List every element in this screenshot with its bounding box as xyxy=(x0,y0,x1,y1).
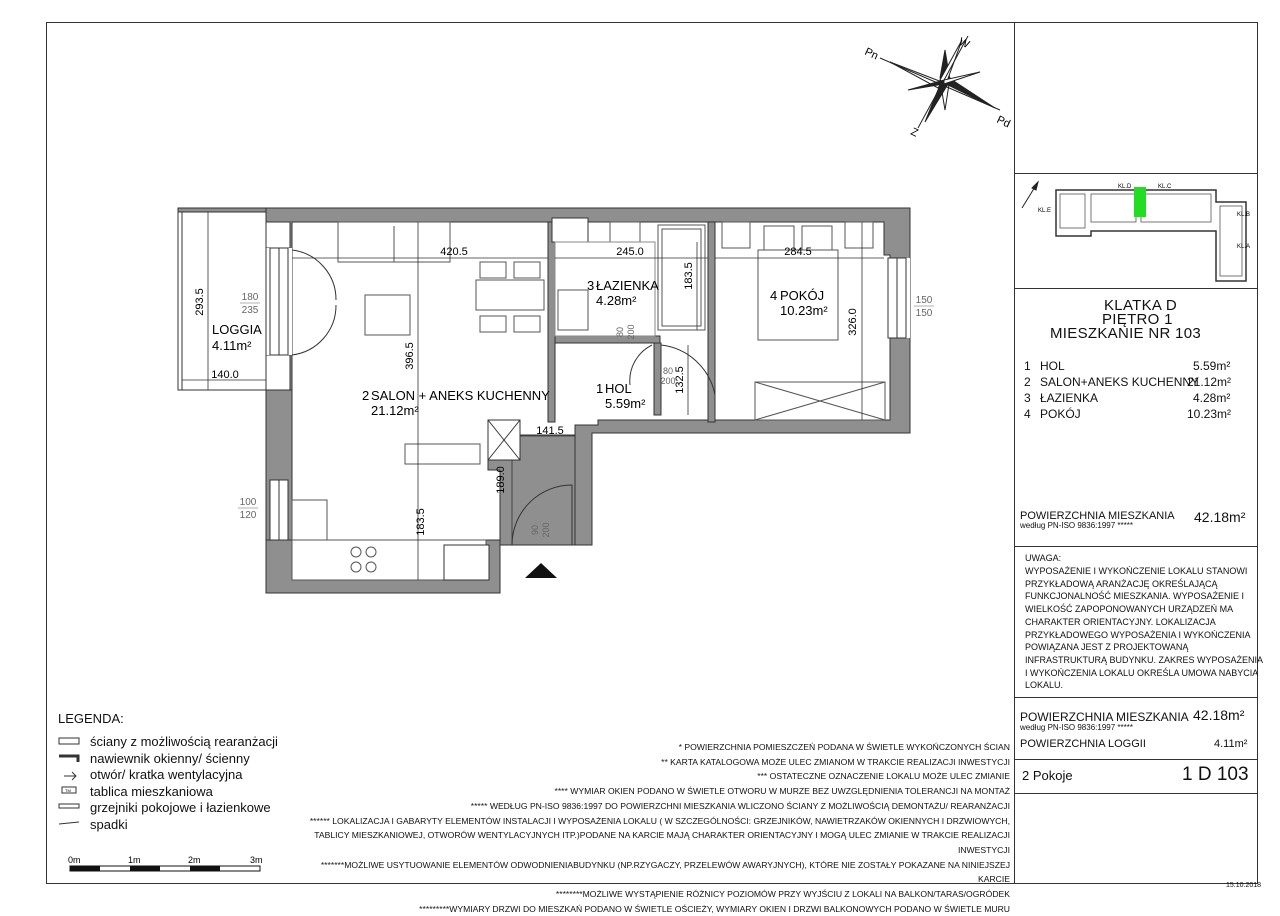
door-hol-bot: 200 xyxy=(660,376,676,386)
legend-opening-symbol xyxy=(64,772,76,780)
legend-list xyxy=(90,734,278,833)
loggia-door xyxy=(292,250,336,300)
bath-washbasin xyxy=(558,290,588,330)
room3-name: ŁAZIENKA xyxy=(596,278,659,293)
room-list-name: ŁAZIENKA xyxy=(1040,391,1099,405)
room1-name: HOL xyxy=(605,381,632,396)
uwaga-line: LOKALU. xyxy=(1025,680,1064,691)
panel-divider-footer xyxy=(1014,759,1258,760)
dim-293-5: 293.5 xyxy=(194,288,206,316)
dim-189-0: 189.0 xyxy=(495,466,507,494)
uwaga-text xyxy=(1025,565,1263,692)
footer-rooms: 2 Pokoje xyxy=(1022,768,1073,783)
door-entry-bot: 200 xyxy=(541,522,551,538)
key-plan-building xyxy=(1056,190,1246,281)
window-room xyxy=(888,258,906,338)
scale-bar xyxy=(60,852,280,882)
room4-area: 10.23m² xyxy=(780,303,828,318)
dim-183-5-kitchen: 183.5 xyxy=(415,508,427,536)
kitchen-island xyxy=(405,444,480,464)
room4-no: 4 xyxy=(770,288,778,303)
panel-divider-vertical xyxy=(1014,22,1015,884)
room1-no: 1 xyxy=(596,381,604,396)
compass-s: Z xyxy=(908,125,920,140)
footnote: ****** LOKALIZACJA I GABARYTY ELEMENTÓW INSTALACJI I WYPOSAŻENIA LOKALU ( W SZCZEGÓLNOŚCI: GRZEJNIKÓW, NAWIETRZAKÓW OKIENNYCH I DRZWIOWYCH, xyxy=(309,815,1010,826)
loggia-name: LOGGIA xyxy=(212,322,262,337)
window-kitchen xyxy=(270,480,288,540)
uwaga-line: CHARAKTER ORIENTACYJNY. LOKALIZACJA xyxy=(1025,616,1216,627)
entry-closet xyxy=(444,545,489,580)
room-list-name: HOL xyxy=(1040,359,1065,373)
legend-slope-symbol xyxy=(59,822,79,824)
key-plan xyxy=(1016,176,1256,286)
dim-326-0: 326.0 xyxy=(847,308,859,336)
key-plan-compass xyxy=(1022,182,1038,208)
footnote: ** KARTA KATALOGOWA MOŻE ULEC ZMIANOM W TRAKCIE REALIZACJI INWESTYCJI xyxy=(661,756,1010,767)
summary2-sub: według PN-ISO 9836:1997 ***** xyxy=(1020,723,1133,732)
room1-area: 5.59m² xyxy=(605,396,646,411)
compass-rose xyxy=(880,36,1000,128)
dining-table xyxy=(476,280,544,310)
dim-284-5: 284.5 xyxy=(784,246,812,258)
win1-top: 180 xyxy=(241,292,259,303)
footnote: *********WYMIARY DRZWI DO MIESZKAŃ PODANO W ŚWIETLE OŚCIEŻY, WYMIARY OKIEN I DRZWI BALKONOWYCH PODANO W ŚWIETLE MURU xyxy=(419,903,1010,914)
summary-sub: według PN-ISO 9836:1997 ***** xyxy=(1020,521,1133,530)
compass-e: W xyxy=(956,35,972,52)
compass-n: Pn xyxy=(862,45,881,63)
room-list-no: 1 xyxy=(1024,359,1031,373)
scale-2: 2m xyxy=(188,855,201,865)
dim-132-5: 132.5 xyxy=(674,366,686,394)
bath-door xyxy=(630,345,652,385)
dim-183-5-bath: 183.5 xyxy=(683,262,695,290)
win1-bot: 235 xyxy=(241,305,259,316)
footer-date: 15.10.2018 xyxy=(1226,882,1262,889)
keyplan-klc: KL.C xyxy=(1158,184,1172,190)
room-list-area: 4.28m² xyxy=(1193,391,1231,405)
footnote: ********MOŻLIWE WYSTĄPIENIE RÓŻNICY POZIOMÓW PRZY WYJŚCIU Z LOKALI NA BALKON/TARAS/OGRÓDEK xyxy=(555,889,1010,900)
dim-141-5: 141.5 xyxy=(536,425,564,437)
header-line1: KLATKA D xyxy=(1104,297,1177,314)
panel-divider-uwaga xyxy=(1014,546,1258,547)
scale-3: 3m xyxy=(250,855,263,865)
footnote: *** OSTATECZNE OZNACZENIE LOKALU MOŻE ULEC ZMIANIE xyxy=(757,771,1010,782)
room2-name: SALON + ANEKS KUCHENNY xyxy=(371,388,550,403)
win3-top: 150 xyxy=(915,295,933,306)
uwaga-line: PRZYKŁADOWEGO WYPOSAŻENIA I WYKOŃCZENIA xyxy=(1025,629,1251,640)
dim-396-5: 396.5 xyxy=(404,342,416,370)
legend-item: otwór/ kratka wentylacyjna xyxy=(90,767,243,782)
legend-item: grzejniki pokojowe i łazienkowe xyxy=(90,800,271,815)
panel-divider-keyplan xyxy=(1014,173,1258,174)
legend-item: tablica mieszkaniowa xyxy=(90,783,213,799)
coffee-table xyxy=(365,295,410,335)
summary-area: 42.18m² xyxy=(1194,509,1246,525)
bath-wall-bottom xyxy=(555,336,660,343)
uwaga-line: WIELKOŚĆ ZAPOPONOWANYCH URZĄDZEŃ MA xyxy=(1025,604,1234,615)
uwaga-line: I WYKOŃCZENIA LOKALU OKREŚLA UMOWA NABYCIA xyxy=(1025,667,1259,678)
room-list-area: 21.12m² xyxy=(1187,375,1232,389)
footnotes xyxy=(290,740,1010,916)
loggia-wall-top xyxy=(178,208,266,212)
room-list-no: 3 xyxy=(1024,391,1031,405)
panel-divider-summary2 xyxy=(1014,697,1258,698)
uwaga-line: PRZYKŁADOWĄ ARANŻACJĘ OKREŚLAJĄCĄ xyxy=(1025,578,1218,589)
win3-bot: 150 xyxy=(915,308,933,319)
legend-item: spadki xyxy=(90,816,128,832)
uwaga-line: INFRASTRUKTURĄ BUDYNKU. ZAKRES WYPOSAŻENIA xyxy=(1025,654,1264,665)
win2-bot: 120 xyxy=(239,510,257,521)
legend-item: nawiewnik okienny/ ścienny xyxy=(90,750,250,766)
legend-radiator-symbol xyxy=(59,804,79,808)
door-bath-top: 80 xyxy=(615,326,625,338)
door-entry-top: 90 xyxy=(530,524,540,536)
window-loggia xyxy=(270,248,288,355)
legend-tm: TM xyxy=(65,788,71,793)
shaft xyxy=(552,218,588,242)
footnote: *******MOŻLIWE USYTUOWANIE ELEMENTÓW ODWODNIENIABUDYNKU (NP.RZYGACZY, PRZELEWÓW AWARYJNYCH), KTÓRE NIE ZOSTAŁY POKAZANE NA NINIEJSZEJ KARCIE xyxy=(320,859,1010,885)
door-hol-top: 80 xyxy=(662,366,674,376)
panel-divider-header xyxy=(1014,288,1258,289)
uwaga-line: WYPOSAŻENIE I WYKOŃCZENIE LOKALU STANOWI xyxy=(1025,566,1248,576)
keyplan-kld: KL.D xyxy=(1118,184,1132,190)
summary-label: POWIERZCHNIA MIESZKANIA xyxy=(1020,510,1175,522)
room-list-name: POKÓJ xyxy=(1040,407,1081,421)
uwaga-line: POWIĄZANA JEST Z PROJEKTOWANĄ xyxy=(1025,642,1189,653)
keyplan-klb: KL.B xyxy=(1237,212,1251,218)
footnote: * POWIERZCHNIA POMIESZCZEŃ PODANA W ŚWIETLE WYKOŃCZONYCH ŚCIAN xyxy=(678,742,1010,752)
loggia-area: 4.11m² xyxy=(212,338,252,353)
room3-no: 3 xyxy=(587,278,595,293)
dim-140-0: 140.0 xyxy=(211,369,239,381)
footnote: TABLICY MIESZKANIOWEJ, OTWORÓW WENTYLACYJNYCH ITP.)PODANE NA KARCIE MAJĄ CHARAKTER ORIENTACYJNY I MOGĄ ULEC ZMIANIE W TRAKCIE REALIZACJI INWESTYCJI xyxy=(314,830,1010,855)
panel-divider-footer-bottom xyxy=(1014,793,1258,794)
room-list-no: 4 xyxy=(1024,407,1031,421)
win2-top: 100 xyxy=(239,497,257,508)
room-list-no: 2 xyxy=(1024,375,1031,389)
summary2-label: POWIERZCHNIA MIESZKANIA xyxy=(1020,710,1189,724)
loggia-area-label: POWIERZCHNIA LOGGII xyxy=(1020,738,1146,750)
footnote: **** WYMIAR OKIEN PODANO W ŚWIETLE OTWORU W MURZE BEZ UWZGLĘDNIENIA TOLERANCJI NA MONTAŻ xyxy=(554,786,1010,797)
dim-245-0: 245.0 xyxy=(616,246,644,258)
footnote: ***** WEDŁUG PN-ISO 9836:1997 DO POWIERZCHNI MIESZKANIA WLICZONO ŚCIANY Z MOŻLIWOŚCIĄ DEMONTAŻU/ REARANŻACJI xyxy=(470,800,1010,811)
legend-symbols xyxy=(58,734,84,830)
compass-w: Pd xyxy=(994,113,1013,131)
footer-code: 1 D 103 xyxy=(1182,764,1249,785)
door-bath-bot: 200 xyxy=(626,324,636,340)
header-line3: MIESZKANIE NR 103 xyxy=(1050,325,1201,342)
room2-area: 21.12m² xyxy=(371,403,419,418)
scale-0: 0m xyxy=(68,855,81,865)
room2-no: 2 xyxy=(362,388,370,403)
room-list-name: SALON+ANEKS KUCHENNY xyxy=(1040,375,1200,389)
legend-vent-symbol xyxy=(59,756,78,762)
loggia-area-value: 4.11m² xyxy=(1214,738,1248,750)
legend-title: LEGENDA: xyxy=(58,711,124,726)
entry-marker xyxy=(525,563,557,578)
dim-420-5: 420.5 xyxy=(440,246,468,258)
room-list-area: 10.23m² xyxy=(1187,407,1232,421)
uwaga-line: FUNKCJONALNOŚĆ MIESZKANIA. WYPOSAŻENIE I xyxy=(1025,591,1245,602)
keyplan-kle: KL.E xyxy=(1038,208,1052,214)
key-plan-highlight xyxy=(1134,187,1146,217)
summary2-area: 42.18m² xyxy=(1193,707,1245,723)
header-line2: PIĘTRO 1 xyxy=(1102,311,1173,328)
bathtub xyxy=(658,225,705,330)
fridge xyxy=(292,500,327,540)
legend-item: ściany z możliwością rearanżacji xyxy=(90,734,278,749)
scale-1: 1m xyxy=(128,855,141,865)
room4-name: POKÓJ xyxy=(780,288,825,303)
uwaga-title: UWAGA: xyxy=(1025,553,1062,563)
room-list-area: 5.59m² xyxy=(1193,359,1231,373)
room3-area: 4.28m² xyxy=(596,293,637,308)
legend-wall-symbol xyxy=(59,738,79,744)
keyplan-kla: KL.A xyxy=(1237,244,1251,250)
